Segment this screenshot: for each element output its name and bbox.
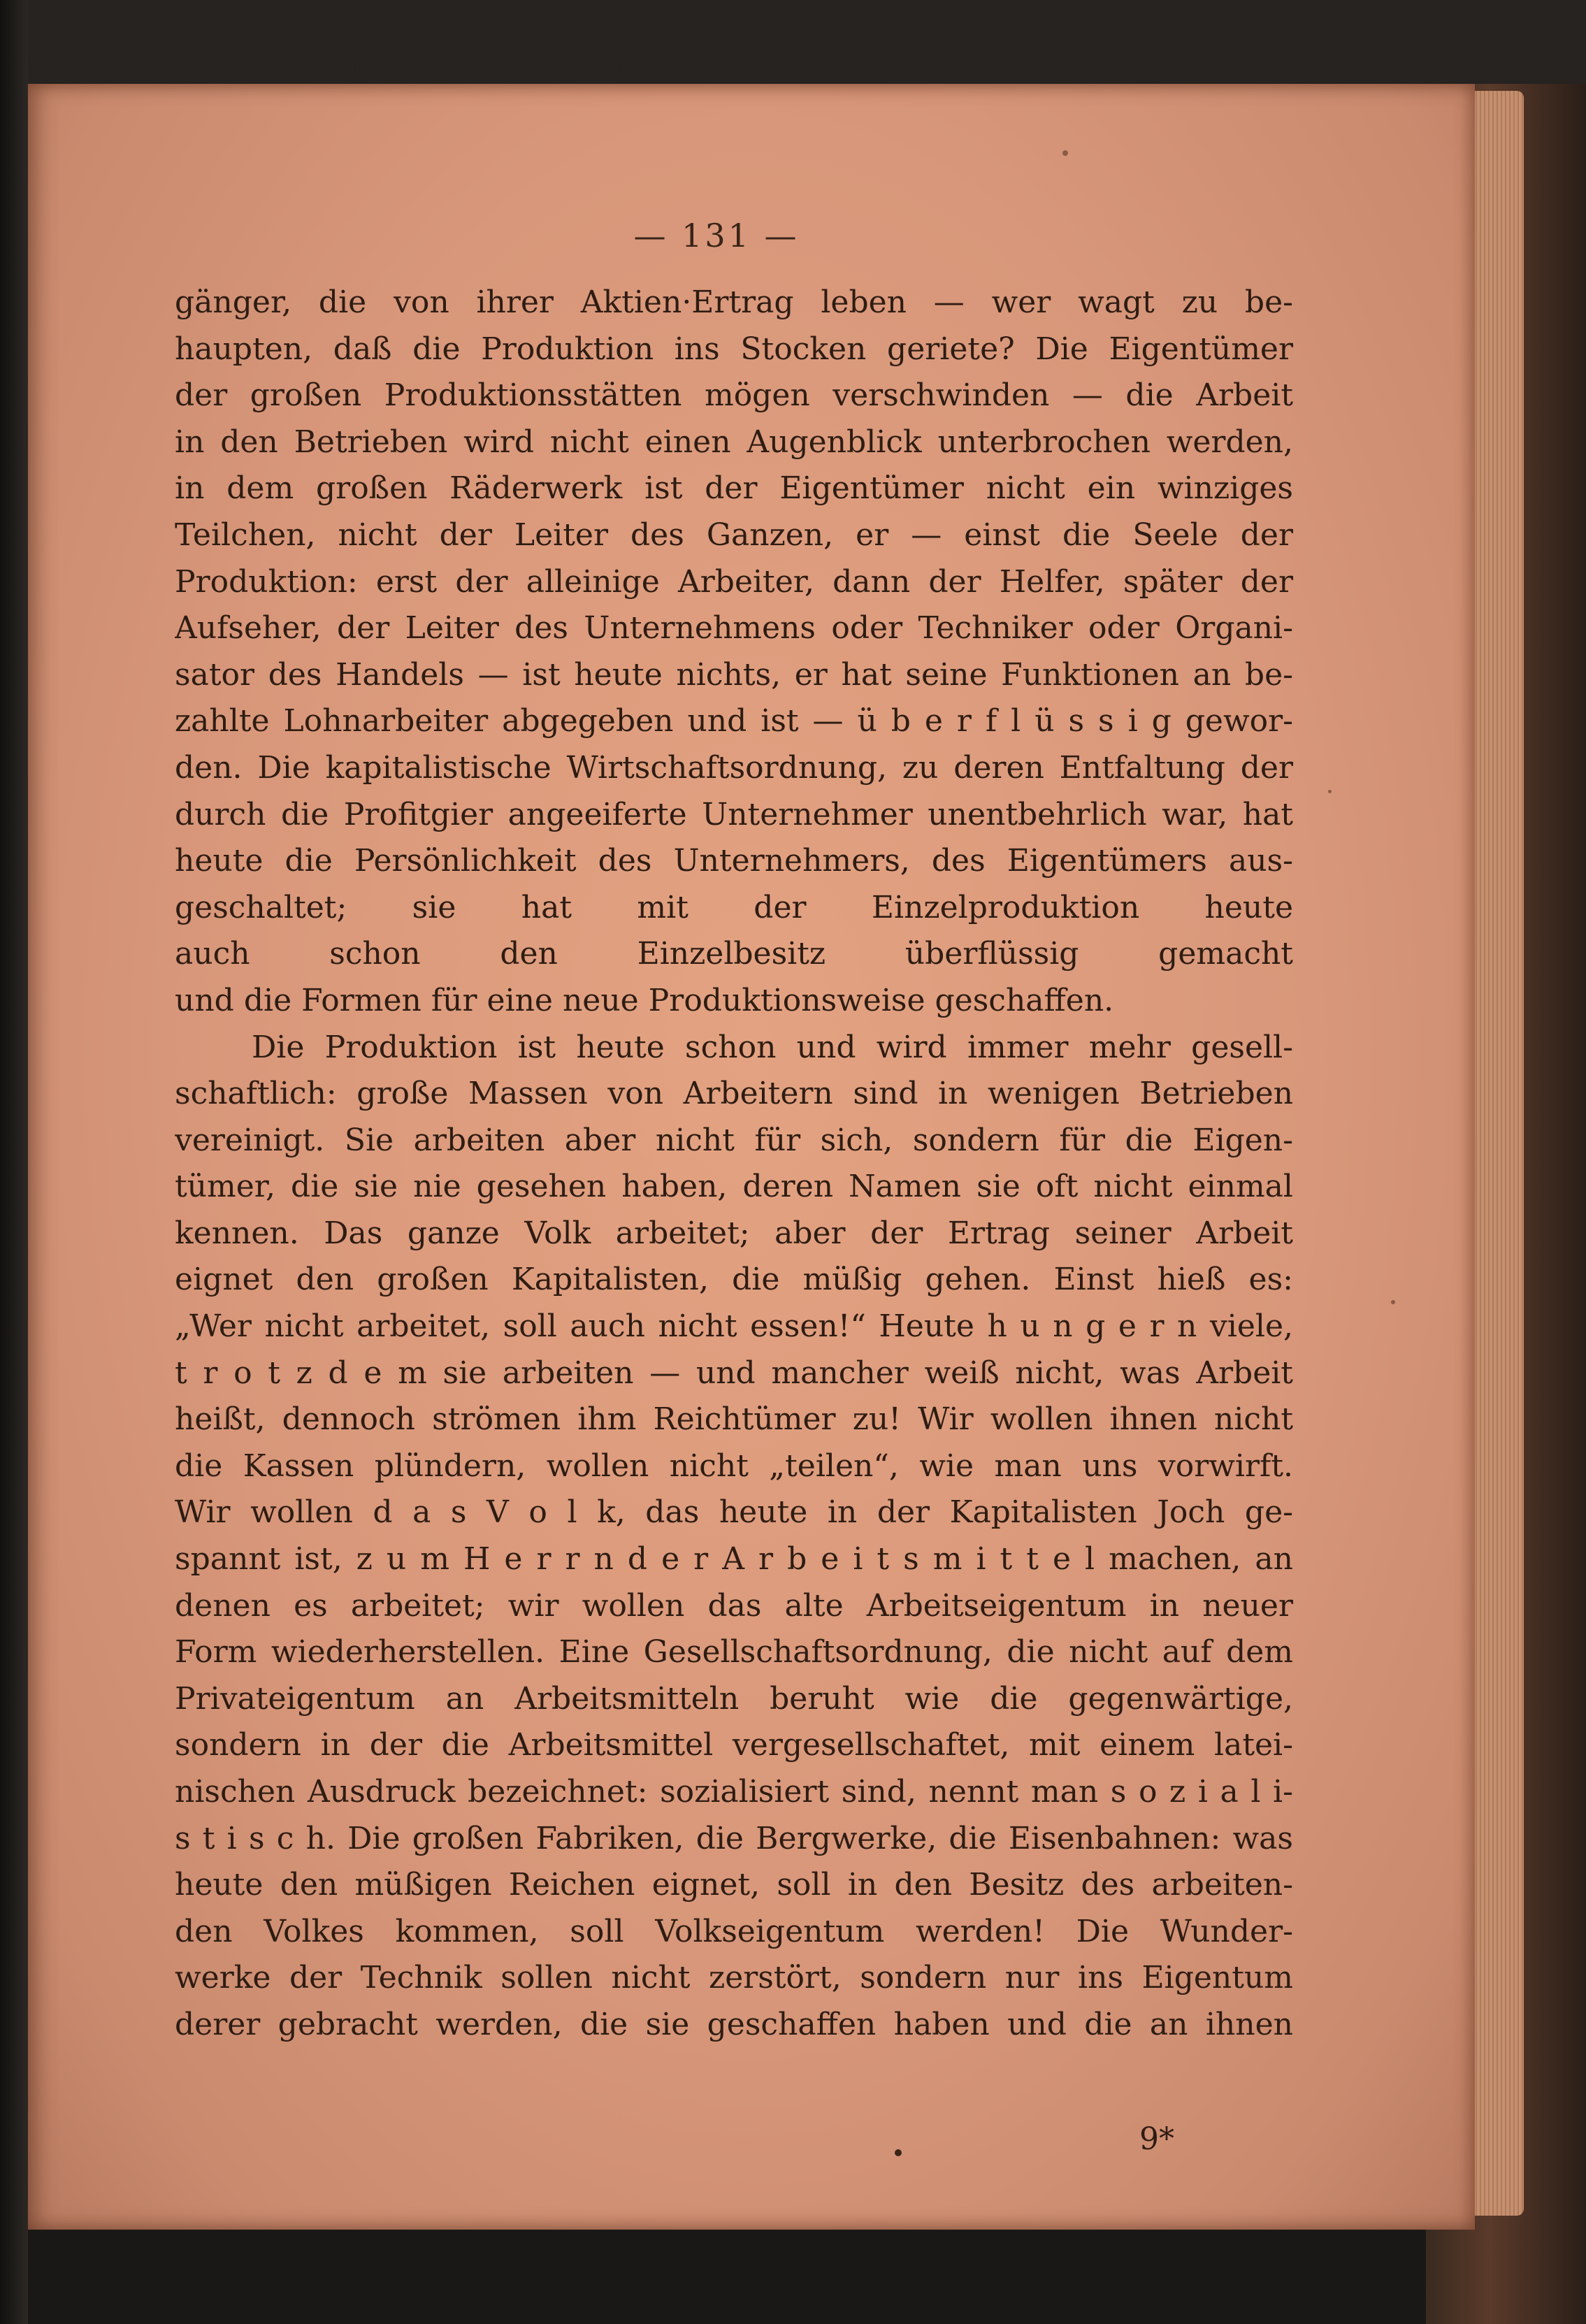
- paper-speck: [1062, 150, 1068, 156]
- text-line: heute den müßigen Reichen eignet, soll in den Besitz des arbeiten-: [175, 1867, 1293, 1903]
- text-line: den Volkes kommen, soll Volkseigentum werden! Die Wunder-: [175, 1913, 1293, 1949]
- text-line: Aufseher, der Leiter des Unternehmens oder Techniker oder Organi-: [175, 610, 1293, 647]
- text-line: den. Die kapitalistische Wirtschaftsordnung, zu deren Entfaltung der: [175, 749, 1293, 786]
- text-line: geschaltet; sie hat mit der Einzelproduktion heute: [175, 889, 1293, 925]
- signature-mark: 9*: [1139, 2121, 1174, 2157]
- text-line: sator des Handels — ist heute nichts, er hat seine Funktionen an be-: [175, 656, 1293, 693]
- text-line: werke der Technik sollen nicht zerstört, sondern nur ins Eigentum: [175, 1960, 1293, 1996]
- book-binding: [0, 0, 28, 2324]
- text-line: t r o t z d e m sie arbeiten — und mancher weiß nicht, was Arbeit: [175, 1355, 1293, 1391]
- text-line: auch schon den Einzelbesitz überflüssig gemacht: [175, 936, 1293, 972]
- text-body: [175, 280, 1293, 2049]
- text-line: gänger, die von ihrer Aktien·Ertrag leben — wer wagt zu be-: [175, 284, 1293, 320]
- text-line: s t i s c h. Die großen Fabriken, die Bergwerke, die Eisenbahnen: was: [175, 1820, 1293, 1856]
- text-line: haupten, daß die Produktion ins Stocken geriete? Die Eigentümer: [175, 331, 1293, 367]
- text-line: Produktion: erst der alleinige Arbeiter, dann der Helfer, später der: [175, 563, 1293, 600]
- text-line: zahlte Lohnarbeiter abgegeben und ist — ü b e r f l ü s s i g gewor-: [175, 703, 1293, 739]
- text-line: Die Produktion ist heute schon und wird immer mehr gesell-: [252, 1029, 1293, 1065]
- text-line: denen es arbeitet; wir wollen das alte Arbeitseigentum in neuer: [175, 1587, 1293, 1624]
- text-line: spannt ist, z u m H e r r n d e r A r b e i t s m i t t e l machen, an: [175, 1541, 1293, 1578]
- text-line: Form wiederherstellen. Eine Gesellschaftsordnung, die nicht auf dem: [175, 1634, 1293, 1670]
- text-line: kennen. Das ganze Volk arbeitet; aber der Ertrag seiner Arbeit: [175, 1215, 1293, 1251]
- text-line: durch die Profitgier angeeiferte Unternehmer unentbehrlich war, hat: [175, 796, 1293, 832]
- text-line: Wir wollen d a s V o l k, das heute in der Kapitalisten Joch ge-: [175, 1494, 1293, 1531]
- paper-speck: [1328, 790, 1332, 793]
- text-line: eignet den großen Kapitalisten, die müßig gehen. Einst hieß es:: [175, 1262, 1293, 1298]
- text-line: heißt, dennoch strömen ihm Reichtümer zu! Wir wollen ihnen nicht: [175, 1401, 1293, 1438]
- text-line: in dem großen Räderwerk ist der Eigentümer nicht ein winziges: [175, 470, 1293, 507]
- text-line: und die Formen für eine neue Produktionsweise geschaffen.: [175, 982, 1114, 1018]
- text-line: Privateigentum an Arbeitsmitteln beruht wie die gegenwärtige,: [175, 1680, 1293, 1717]
- text-line: schaftlich: große Massen von Arbeitern sind in wenigen Betrieben: [175, 1076, 1293, 1112]
- text-line: der großen Produktionsstätten mögen verschwinden — die Arbeit: [175, 377, 1293, 414]
- text-line: vereinigt. Sie arbeiten aber nicht für sich, sondern für die Eigen-: [175, 1122, 1293, 1158]
- text-line: die Kassen plündern, wollen nicht „teilen“, wie man uns vorwirft.: [175, 1448, 1293, 1484]
- ink-dot: [895, 2149, 902, 2156]
- page-number-header: — 131 —: [633, 217, 800, 254]
- book-page: [28, 84, 1475, 2230]
- paper-speck: [1391, 1300, 1395, 1304]
- text-line: tümer, die sie nie gesehen haben, deren Namen sie oft nicht einmal: [175, 1169, 1293, 1205]
- text-line: heute die Persönlichkeit des Unternehmers, des Eigentümers aus-: [175, 843, 1293, 879]
- text-line: Teilchen, nicht der Leiter des Ganzen, er — einst die Seele der: [175, 517, 1293, 553]
- text-line: „Wer nicht arbeitet, soll auch nicht essen!“ Heute h u n g e r n viele,: [175, 1308, 1293, 1345]
- text-line: sondern in der die Arbeitsmittel vergesellschaftet, mit einem latei-: [175, 1727, 1293, 1763]
- text-line: in den Betrieben wird nicht einen Augenblick unterbrochen werden,: [175, 424, 1293, 460]
- text-line: nischen Ausdruck bezeichnet: sozialisiert sind, nennt man s o z i a l i-: [175, 1774, 1293, 1810]
- text-line: derer gebracht werden, die sie geschaffen haben und die an ihnen: [175, 2006, 1293, 2042]
